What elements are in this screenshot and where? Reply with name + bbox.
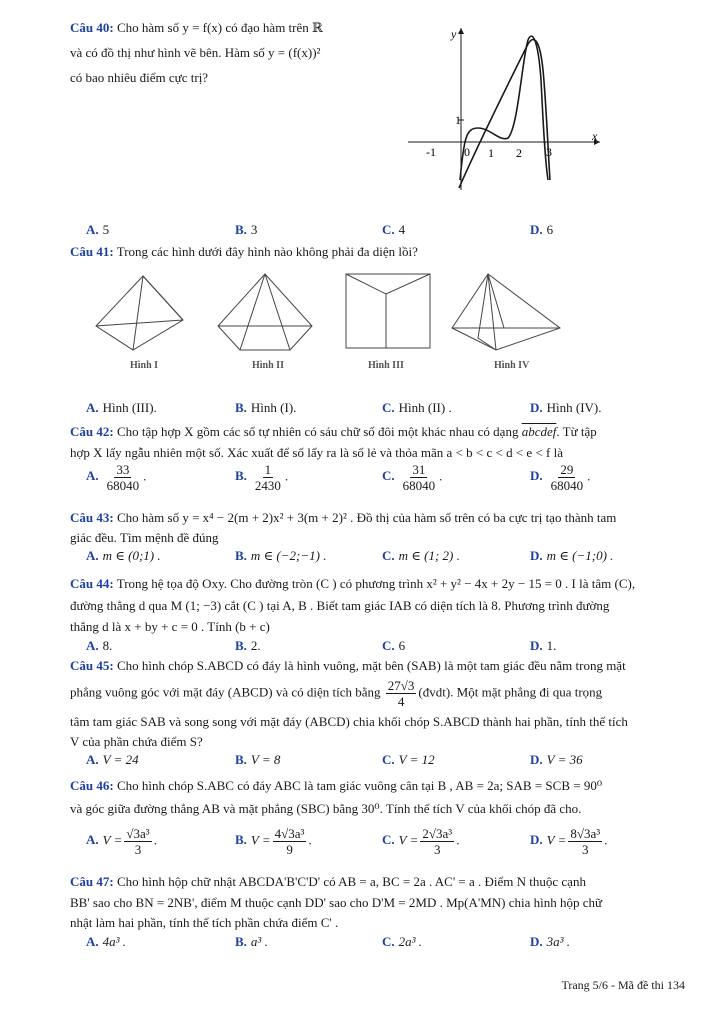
q41-label: Câu 41: xyxy=(70,244,114,259)
q41-option-d[interactable]: D. Hình (IV). xyxy=(530,400,602,415)
q42-overline-number: abcdef xyxy=(521,424,557,439)
q45-line3: tâm tam giác SAB và song song với mặt đáy (ABCD) chia khối chóp S.ABCD thành hai phần, tính thể tích xyxy=(70,714,628,729)
q42-option-b[interactable]: B. $\frac{1}{2430}$ . xyxy=(235,462,289,493)
q46-option-a[interactable]: A. V = $\frac{\text{√3a³}}{3}$ . xyxy=(86,826,157,857)
q44-line2: đường thẳng d qua M (1; −3) cắt (C ) tại A, B . Biết tam giác IAB có diện tích là 8. Phương trình đường xyxy=(70,598,610,613)
q46-option-c[interactable]: C. V = $\frac{\text{2√3a³}}{3}$ . xyxy=(382,826,460,857)
q43-line2: giác đều. Tìm mệnh đề đúng xyxy=(70,530,219,545)
q46-line1: Câu 46: Cho hình chóp S.ABC có đáy ABC là tam giác vuông cân tại B , AB = 2a; SAB = SCB = 90⁰ xyxy=(70,778,603,793)
q44-line1: Câu 44: Trong hệ tọa độ Oxy. Cho đường tròn (C ) có phương trình x² + y² − 4x + 2y − 15 = 0 . I là tâm (C), xyxy=(70,576,636,591)
q41-text: Trong các hình dưới đây hình nào không phải đa diện lồi? xyxy=(116,244,418,259)
q45-option-c[interactable]: C. V = 12 xyxy=(382,752,435,767)
q40-line1 xyxy=(70,20,323,36)
figure-hinh-2 xyxy=(210,268,320,358)
q41-option-c[interactable]: C. Hình (II) . xyxy=(382,400,452,415)
figure-hinh-3 xyxy=(338,268,438,358)
q43-line1: Câu 43: Cho hàm số y = x⁴ − 2(m + 2)x² + 3(m + 2)² . Đồ thị của hàm số trên có ba cực trị tạo thành tam xyxy=(70,510,617,525)
tick-x-0: 0 xyxy=(464,145,470,159)
q42-label: Câu 42: xyxy=(70,424,114,439)
figure-hinh-1 xyxy=(88,268,198,358)
tick-x-2: 2 xyxy=(516,146,522,160)
q41-option-b[interactable]: B. Hình (I). xyxy=(235,400,297,415)
q46-line2: và góc giữa đường thẳng AB và mặt phẳng (SBC) bằng 30⁰. Tính thể tích V của khối chóp đã cho. xyxy=(70,801,582,816)
q40-graph xyxy=(400,20,610,195)
q46-option-b[interactable]: B. V = $\frac{\text{4√3a³}}{9}$ . xyxy=(235,826,312,857)
tick-y-1: 1 xyxy=(455,113,461,127)
q45-line4: V của phần chứa điểm S? xyxy=(70,734,203,749)
q43-option-a[interactable]: A. m ∈ (0;1) . xyxy=(86,548,161,563)
q47-label: Câu 47: xyxy=(70,874,114,889)
page-footer: Trang 5/6 - Mã đề thi 134 xyxy=(561,978,685,992)
q43-option-d[interactable]: D. m ∈ (−1;0) . xyxy=(530,548,614,563)
q42-option-a[interactable]: A. $\frac{33}{68040}$ . xyxy=(86,462,147,493)
q45-label: Câu 45: xyxy=(70,658,114,673)
caption-hinh-4: Hình IV xyxy=(494,360,530,371)
q47-option-b[interactable]: B. a³ . xyxy=(235,934,268,949)
q47-option-c[interactable]: C. 2a³ . xyxy=(382,934,423,949)
q40-option-d[interactable]: D. 6 xyxy=(530,222,554,237)
q40-option-c[interactable]: C. 4 xyxy=(382,222,406,237)
q40-label: Câu 40: xyxy=(70,20,114,35)
tick-x-3: 3 xyxy=(546,145,552,159)
y-axis-label: y xyxy=(451,27,457,41)
q47-line2: BB' sao cho BN = 2NB', điểm M thuộc cạnh DD' sao cho D'M = 2MD . Mp(A'MN) chia hình hộp chữ xyxy=(70,895,603,910)
q44-option-a[interactable]: A. 8. xyxy=(86,638,113,653)
caption-hinh-3: Hình III xyxy=(368,360,404,371)
q42-option-d[interactable]: D. $\frac{29}{68040}$ . xyxy=(530,462,591,493)
q47-option-d[interactable]: D. 3a³ . xyxy=(530,934,571,949)
figure-hinh-4 xyxy=(448,268,568,358)
q45-area-fraction: $\frac{27√3}{4}$ xyxy=(387,678,415,709)
q44-option-c[interactable]: C. 6 xyxy=(382,638,406,653)
q40-option-a[interactable]: A. 5 xyxy=(86,222,110,237)
q44-option-b[interactable]: B. 2. xyxy=(235,638,261,653)
q40-line3: có bao nhiêu điểm cực trị? xyxy=(70,70,209,85)
q45-line2: phẳng vuông góc với mặt đáy (ABCD) và có diện tích bằng $\frac{27√3}{4}$ (đvdt). Một mặt phẳng đi qua trọng xyxy=(70,678,603,709)
q47-line1: Câu 47: Cho hình hộp chữ nhật ABCDA'B'C'D' có AB = a, BC = 2a . AC' = a . Điểm N thuộc cạnh xyxy=(70,874,586,889)
q45-option-a[interactable]: A. V = 24 xyxy=(86,752,139,767)
q45-option-d[interactable]: D. V = 36 xyxy=(530,752,583,767)
q44-option-d[interactable]: D. 1. xyxy=(530,638,557,653)
q43-option-c[interactable]: C. m ∈ (1; 2) . xyxy=(382,548,460,563)
caption-hinh-1: Hình I xyxy=(130,360,159,371)
q45-option-b[interactable]: B. V = 8 xyxy=(235,752,281,767)
q41-line1 xyxy=(70,244,418,260)
q40-option-b[interactable]: B. 3 xyxy=(235,222,258,237)
q42-line1: Câu 42: Cho tập hợp X gồm các số tự nhiên có sáu chữ số đôi một khác nhau có dạng abcdef. Từ tập xyxy=(70,424,597,439)
caption-hinh-2: Hình II xyxy=(252,360,284,371)
q40-line2: và có đồ thị như hình vẽ bên. Hàm số y = (f(x))² xyxy=(70,45,321,60)
curve-derivative xyxy=(459,40,550,188)
q46-option-d[interactable]: D. V = $\frac{\text{8√3a³}}{3}$ . xyxy=(530,826,608,857)
q42-line2: hợp X lấy ngẫu nhiên một số. Xác xuất để số lấy ra là số lẻ và thỏa mãn a < b < c < d < e < f là xyxy=(70,445,563,460)
x-axis-label: x xyxy=(592,129,598,143)
q44-label: Câu 44: xyxy=(70,576,114,591)
q47-option-a[interactable]: A. 4a³ . xyxy=(86,934,127,949)
q42-option-c[interactable]: C. $\frac{31}{68040}$ . xyxy=(382,462,443,493)
q43-label: Câu 43: xyxy=(70,510,114,525)
q44-line3: thẳng d là x + by + c = 0 . Tính (b + c) xyxy=(70,619,270,634)
q40-text-1: Cho hàm số y = f(x) có đạo hàm trên ℝ xyxy=(116,20,323,35)
q46-label: Câu 46: xyxy=(70,778,114,793)
tick-x-1: 1 xyxy=(488,146,494,160)
q47-line3: nhật làm hai phần, tính thể tích phần chứa điểm C' . xyxy=(70,915,339,930)
q45-line1: Câu 45: Cho hình chóp S.ABCD có đáy là hình vuông, mặt bên (SAB) là một tam giác đều nằm trong mặt xyxy=(70,658,626,673)
q43-option-b[interactable]: B. m ∈ (−2;−1) . xyxy=(235,548,327,563)
q41-option-a[interactable]: A. Hình (III). xyxy=(86,400,157,415)
tick-x-neg1: -1 xyxy=(426,145,436,159)
